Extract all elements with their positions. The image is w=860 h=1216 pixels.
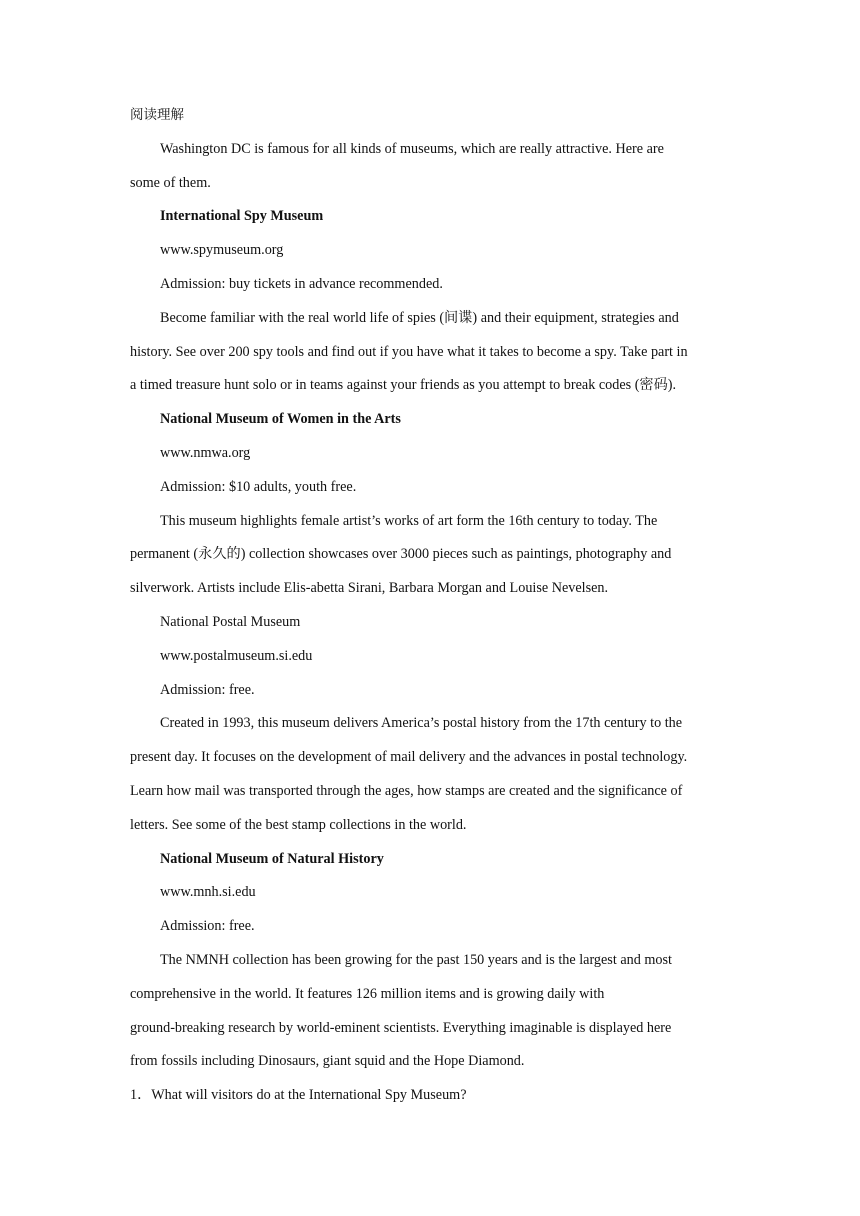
museum-website: www.postalmuseum.si.edu (160, 647, 313, 664)
museum-admission: Admission: buy tickets in advance recommended. (160, 275, 443, 292)
museum-name: National Postal Museum (160, 613, 301, 630)
museum-admission: Admission: free. (160, 681, 255, 698)
museum-description-line: ground-breaking research by world-eminent scientists. Everything imaginable is displayed here (130, 1019, 672, 1036)
museum-description-line: Created in 1993, this museum delivers America’s postal history from the 17th century to the (160, 715, 683, 732)
document-page (130, 99, 730, 1113)
museum-description-line: Become familiar with the real world life of spies (间谍) and their equipment, strategies and (160, 309, 679, 326)
museum-description-line: comprehensive in the world. It features 126 million items and is growing daily with (130, 985, 605, 1002)
museum-description-line: Learn how mail was transported through the ages, how stamps are created and the significance of (130, 782, 683, 799)
museum-website: www.nmwa.org (160, 444, 251, 461)
museum-website: www.spymuseum.org (160, 242, 284, 259)
museum-name: International Spy Museum (160, 208, 324, 225)
question-1: 1．What will visitors do at the International Spy Museum? (130, 1087, 467, 1104)
museum-description-line: permanent (永久的) collection showcases over 3000 pieces such as paintings, photography and (130, 546, 672, 563)
museum-website: www.mnh.si.edu (160, 884, 256, 901)
museum-description-line: present day. It focuses on the development of mail delivery and the advances in postal technology. (130, 749, 688, 766)
museum-description-line: This museum highlights female artist’s works of art form the 16th century to today. The (160, 512, 658, 529)
museum-name: National Museum of Women in the Arts (160, 411, 401, 428)
museum-admission: Admission: free. (160, 918, 255, 935)
museum-description-line: silverwork. Artists include Elis-abetta Sirani, Barbara Morgan and Louise Nevelsen. (130, 580, 609, 597)
museum-name: National Museum of Natural History (160, 850, 384, 867)
museum-admission: Admission: $10 adults, youth free. (160, 478, 357, 495)
museum-description-line: history. See over 200 spy tools and find out if you have what it takes to become a spy. Take part in (130, 343, 688, 360)
museum-description-line: a timed treasure hunt solo or in teams against your friends as you attempt to break codes (密码). (130, 377, 677, 394)
intro-line: Washington DC is famous for all kinds of museums, which are really attractive. Here are (160, 140, 664, 157)
museum-description-line: letters. See some of the best stamp collections in the world. (130, 816, 467, 833)
section-title: 阅读理解 (130, 107, 184, 123)
intro-line: some of them. (130, 174, 211, 191)
museum-description-line: from fossils including Dinosaurs, giant squid and the Hope Diamond. (130, 1053, 525, 1070)
museum-description-line: The NMNH collection has been growing for the past 150 years and is the largest and most (160, 951, 672, 968)
